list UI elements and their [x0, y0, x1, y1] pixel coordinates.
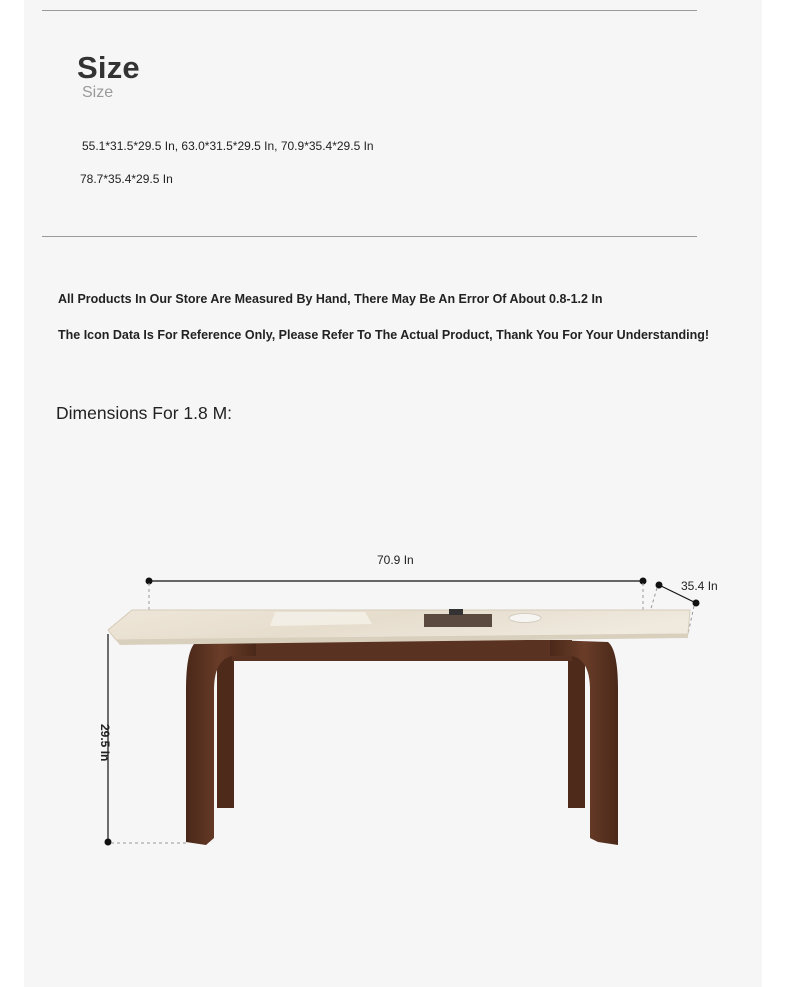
size-options-line-1: 55.1*31.5*29.5 In, 63.0*31.5*29.5 In, 70.9*35.4*29.5 In [82, 139, 374, 153]
table-apron [232, 640, 572, 661]
height-end-dot [105, 839, 112, 846]
book-stack [424, 614, 492, 627]
back-leg-left [217, 648, 234, 808]
decor-bowl [509, 614, 541, 623]
size-title: Size [77, 50, 140, 85]
height-label: 29.5 In [98, 724, 112, 762]
depth-guide-back [650, 588, 657, 612]
reference-note: The Icon Data Is For Reference Only, Please Refer To The Actual Product, Thank You For Your Understanding! [58, 328, 710, 342]
back-leg-right [568, 648, 585, 808]
size-subtitle: Size [82, 84, 114, 101]
table-tray [270, 612, 372, 626]
depth-end-dot [693, 600, 700, 607]
dimensions-title: Dimensions For 1.8 M: [56, 403, 233, 423]
depth-start-dot [656, 582, 663, 589]
book-top-item [449, 609, 463, 615]
length-label: 70.9 In [377, 553, 414, 567]
measurement-note: All Products In Our Store Are Measured By Hand, There May Be An Error Of About 0.8-1.2 In [58, 292, 603, 306]
depth-label: 35.4 In [681, 579, 718, 593]
size-options-line-2: 78.7*35.4*29.5 In [80, 172, 173, 186]
